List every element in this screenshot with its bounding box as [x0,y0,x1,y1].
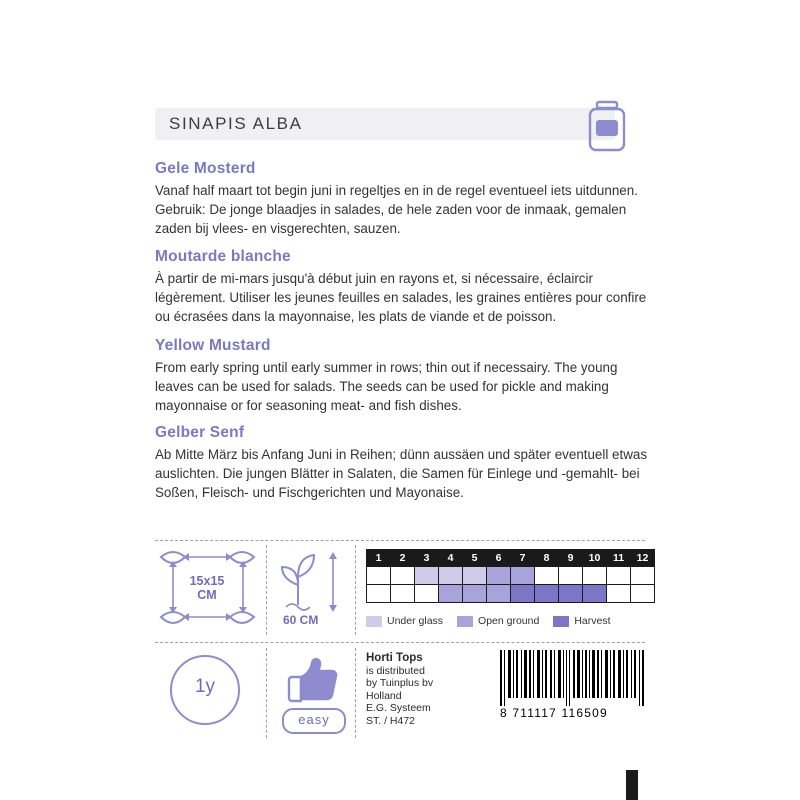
calendar-cell [607,585,631,603]
distributor-info [366,652,433,727]
distributor-line-3: Holland [366,689,402,702]
botanical-name: SINAPIS ALBA [169,114,303,133]
legend-label-open-ground: Open ground [478,615,540,627]
calendar-cell [391,567,415,585]
divider-easy-dist [355,648,357,738]
calendar-month: 11 [607,550,631,567]
calendar-cell [367,585,391,603]
calendar-month: 9 [559,550,583,567]
divider-middle [155,642,645,644]
calendar-table [366,549,655,603]
description-block-nl [155,160,655,238]
description-text-en: From early spring until early summer in rows; thin out if necessairy. The young leaves can be used for salads. The seeds can be used for pickle and making mayonnaise or for seasoning meat- and fish dishes. [155,360,618,413]
calendar-cell [511,567,535,585]
calendar-month: 12 [631,550,655,567]
description-title-en: Yellow Mustard [155,337,271,354]
calendar-row-harvest [367,585,655,603]
distributor-line-4: E.G. Systeem [366,702,431,714]
distributor-line-2: by Tuinplus bv [366,677,434,689]
plant-spacing-value: 15x15 [189,574,225,588]
legend-swatch-harvest [553,616,569,627]
calendar-month: 5 [463,550,487,567]
calendar-month: 6 [487,550,511,567]
calendar-cell [487,585,511,603]
annual-label: 1y [194,676,216,697]
calendar-cell [487,567,511,585]
calendar-month: 2 [391,550,415,567]
description-text-fr: À partir de mi-mars jusqu'à début juin en rayons et, si nécessaire, éclaircir légèrement. Utiliser les jeunes feuilles en salades, les graines entières pour confire ou écrasées dans la mayonnaise, les plats de viande et de poisson. [155,271,647,324]
calendar-cell [367,567,391,585]
calendar-month: 8 [535,550,559,567]
calendar-cell [631,585,655,603]
plant-spacing-label [178,574,236,602]
distributor-name: Horti Tops [366,652,423,664]
sowing-calendar [366,549,655,603]
calendar-cell [583,567,607,585]
barcode-number: 8 711117 116509 [500,706,608,720]
calendar-cell [439,585,463,603]
calendar-row-sow [367,567,655,585]
calendar-cell [391,585,415,603]
legend-swatch-open-ground [457,616,473,627]
plant-spacing-unit: CM [197,588,217,602]
calendar-header-row [367,550,655,567]
description-title-nl: Gele Mosterd [155,160,256,177]
calendar-cell [559,567,583,585]
calendar-month: 4 [439,550,463,567]
calendar-cell [535,585,559,603]
calendar-cell [415,567,439,585]
divider-top [155,540,645,542]
calendar-cell [415,585,439,603]
calendar-cell [607,567,631,585]
plant-height-label: 60 CM [283,613,319,627]
calendar-cell [631,567,655,585]
legend-item-open-ground [457,615,539,627]
calendar-cell [511,585,535,603]
description-block-fr [155,248,655,326]
description-title-de: Gelber Senf [155,424,245,441]
calendar-cell [463,567,487,585]
calendar-month: 10 [583,550,607,567]
easy-badge [282,708,346,734]
calendar-cell [439,567,463,585]
botanical-name-bar [155,108,615,140]
divider-depth-calendar [355,545,357,635]
legend-label-under-glass: Under glass [387,615,444,627]
legend-item-under-glass [366,615,443,627]
distributor-line-1: is distributed [366,664,425,677]
calendar-cell [535,567,559,585]
legend-item-harvest [553,615,610,627]
distributor-line-5: ST. / H472 [366,714,416,727]
calendar-month: 3 [415,550,439,567]
calendar-legend [366,615,611,627]
divider-year-easy [266,648,268,738]
calendar-cell [559,585,583,603]
thumbs-up-icon [285,655,341,707]
corner-marker [626,770,638,800]
description-text-de: Ab Mitte März bis Anfang Juni in Reihen; dünn aussäen und später eventuell etwas auslichten. Die jungen Blätter in Salaten, die Samen für Einlege und -gemahlt- bei Soßen, Fleisch- und Fischgerichten und Mayonaise. [155,447,648,500]
legend-swatch-under-glass [366,616,382,627]
description-title-fr: Moutarde blanche [155,248,291,265]
legend-label-harvest: Harvest [574,615,611,627]
calendar-month: 7 [511,550,535,567]
barcode [500,650,645,720]
description-text-nl: Vanaf half maart tot begin juni in regeltjes en in de regel eventueel iets uitdunnen. Gebruik: De jonge blaadjes in salades, de hele zaden voor de inmaak, gemalen zaden bij vlees- en visgerechten, sauzen. [155,183,638,236]
calendar-cell [463,585,487,603]
divider-spacing-depth [266,545,268,635]
calendar-cell [583,585,607,603]
description-block-en [155,337,655,415]
seed-jar-icon [584,100,630,152]
annual-icon [170,655,240,725]
description-block-de [155,424,655,502]
calendar-month: 1 [367,550,391,567]
easy-label: easy [298,712,330,727]
